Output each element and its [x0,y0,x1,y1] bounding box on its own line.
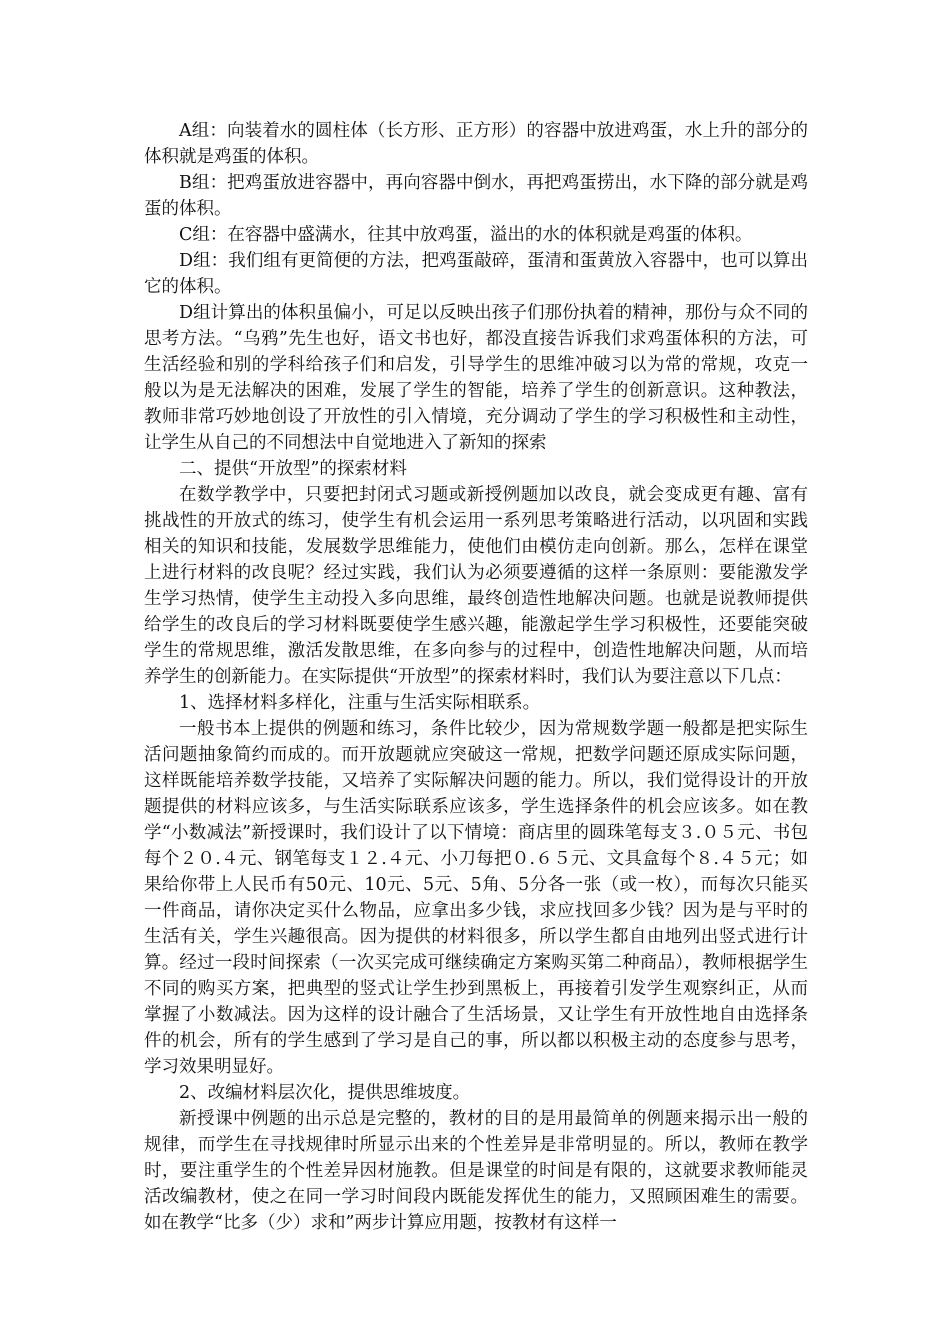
subheading-2: 2、改编材料层次化，提供思维坡度。 [179,1083,471,1103]
paragraph-group-a: A组：向装着水的圆柱体（长方形、正方形）的容器中放进鸡蛋，水上升的部分的体积就是鸡蛋的体积。 [144,121,808,167]
paragraph-group-c: C组：在容器中盛满水，往其中放鸡蛋，溢出的水的体积就是鸡蛋的体积。 [179,225,753,245]
section-heading-2: 二、提供“开放型”的探索材料 [179,459,407,479]
paragraph-open-materials: 在数学教学中，只要把封闭式习题或新授例题加以改良，就会变成更有趣、富有挑战性的开放式的练习，使学生有机会运用一系列思考策略进行活动，以巩固和实践相关的知识和技能，发展数学思维能力，使他们由模仿走向创新。那么，怎样在课堂上进行材料的改良呢？经过实践，我们认为必须要遵循的这样一条原则：要能激发学生学习热情，使学生主动投入多向思维，最终创造性地解决问题。也就是说教师提供给学生的改良后的学习材料既要使学生感兴趣，能激起学生学习积极性，还要能突破学生的常规思维，激活发散思维，在多向参与的过程中，创造性地解决问题，从而培养学生的创新能力。在实际提供“开放型”的探索材料时，我们认为要注意以下几点： [144,485,808,687]
paragraph-group-d-analysis: D组计算出的体积虽偏小，可足以反映出孩子们那份执着的精神，那份与众不同的思考方法。“乌鸦”先生也好，语文书也好，都没直接告诉我们求鸡蛋体积的方法，可生活经验和别的学科给孩子们和启发，引导学生的思维冲破习以为常的常规，攻克一般以为是无法解决的困难，发展了学生的智能，培养了学生的创新意识。这种教法，教师非常巧妙地创设了开放性的引入情境，充分调动了学生的学习积极性和主动性，让学生从自己的不同想法中自觉地进入了新知的探索 [144,303,808,453]
paragraph-decimal-subtraction: 一般书本上提供的例题和练习，条件比较少，因为常规数学题一般都是把实际生活问题抽象简约而成的。而开放题就应突破这一常规，把数学问题还原成实际问题，这样既能培养数学技能，又培养了实际解决问题的能力。所以，我们觉得设计的开放题提供的材料应该多，与生活实际联系应该多，学生选择条件的机会应该多。如在教学“小数减法”新授课时，我们设计了以下情境：商店里的圆珠笔每支３.０５元、书包每个２０.４元、钢笔每支１２.４元、小刀每把０.６５元、文具盒每个８.４５元；如果给你带上人民币有50元、10元、5元、5角、5分各一张（或一枚），而每次只能买一件商品，请你决定买什么物品，应拿出多少钱，求应找回多少钱？因为是与平时的生活有关，学生兴趣很高。因为提供的材料很多，所以学生都自由地列出竖式进行计算。经过一段时间探索（一次买完成可继续确定方案购买第二种商品），教师根据学生不同的购买方案，把典型的竖式让学生抄到黑板上，再接着引发学生观察纠正，从而掌握了小数减法。因为这样的设计融合了生活场景，又让学生有开放性地自由选择条件的机会，所有的学生感到了学习是自己的事，所以都以积极主动的态度参与思考，学习效果明显好。 [144,719,808,1077]
document-body [144,118,808,1236]
paragraph-group-d: D组：我们组有更简便的方法，把鸡蛋敲碎，蛋清和蛋黄放入容器中，也可以算出它的体积。 [144,251,808,297]
subheading-1: 1、选择材料多样化，注重与生活实际相联系。 [179,693,541,713]
paragraph-group-b: B组：把鸡蛋放进容器中，再向容器中倒水，再把鸡蛋捞出，水下降的部分就是鸡蛋的体积。 [144,173,808,219]
paragraph-layered-materials: 新授课中例题的出示总是完整的，教材的目的是用最简单的例题来揭示出一般的规律，而学生在寻找规律时所显示出来的个性差异是非常明显的。所以，教师在教学时，要注重学生的个性差异因材施教。但是课堂的时间是有限的，这就要求教师能灵活改编教材，使之在同一学习时间段内既能发挥优生的能力，又照顾困难生的需要。如在教学“比多（少）求和”两步计算应用题，按教材有这样一 [144,1109,808,1233]
